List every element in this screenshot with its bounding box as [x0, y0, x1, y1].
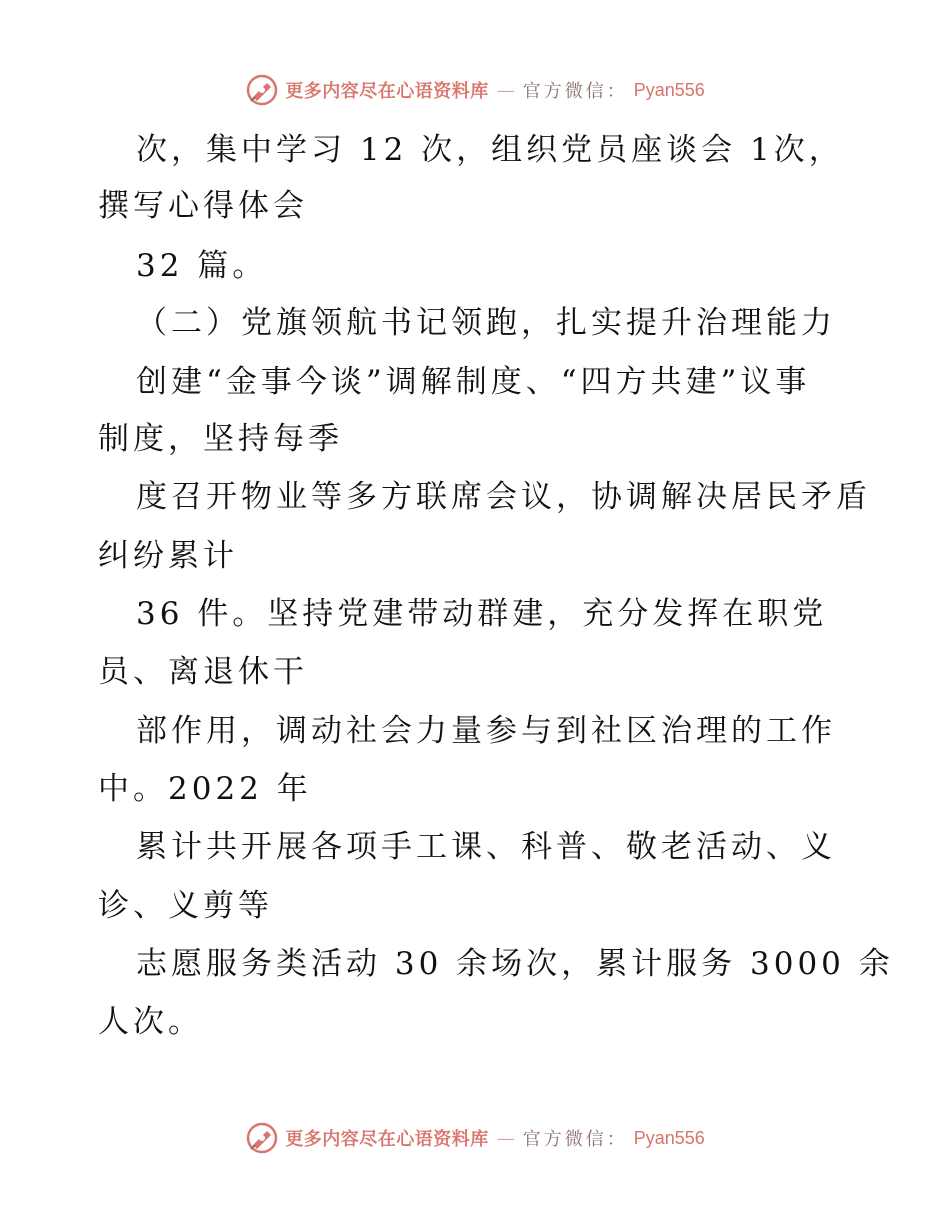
body-line: 纠纷累计 — [98, 538, 238, 574]
watermark-main-text: 更多内容尽在心语资料库 — [285, 1129, 489, 1150]
pen-logo-icon — [245, 73, 279, 107]
body-line: 志愿服务类活动 30 余场次，累计服务 3000 余 — [136, 946, 894, 982]
body-line: 中。2022 年 — [98, 771, 312, 807]
watermark-wechat-id: Pyan556 — [633, 1127, 705, 1148]
watermark-wechat-id: Pyan556 — [633, 79, 705, 100]
body-line: 诊、义剪等 — [98, 888, 273, 924]
watermark-official-label: 官方微信： — [522, 81, 628, 102]
body-line: 32 篇。 — [136, 248, 268, 284]
body-line: 创建“金事今谈”调解制度、“四方共建”议事 — [136, 364, 811, 400]
watermark-official-label: 官方微信： — [522, 1129, 628, 1150]
watermark-dash: — — [496, 79, 515, 101]
body-line: 制度，坚持每季 — [98, 421, 343, 457]
body-line: 次，集中学习 12 次，组织党员座谈会 1次， — [136, 132, 844, 168]
body-line: 撰写心得体会 — [98, 188, 308, 224]
body-line: 部作用，调动社会力量参与到社区治理的工作 — [136, 713, 836, 749]
footer-watermark — [0, 1118, 950, 1158]
watermark-main-text: 更多内容尽在心语资料库 — [285, 81, 489, 102]
body-line: 员、离退休干 — [98, 654, 308, 690]
watermark-dash: — — [496, 1127, 515, 1149]
body-line: 人次。 — [98, 1004, 203, 1040]
body-line: 累计共开展各项手工课、科普、敬老活动、义 — [136, 829, 836, 865]
header-watermark — [0, 70, 950, 110]
body-line: 36 件。坚持党建带动群建，充分发挥在职党 — [136, 596, 828, 632]
pen-logo-icon — [245, 1121, 279, 1155]
body-line: 度召开物业等多方联席会议，协调解决居民矛盾 — [136, 479, 871, 515]
section-heading: （二）党旗领航书记领跑，扎实提升治理能力 — [136, 305, 836, 341]
